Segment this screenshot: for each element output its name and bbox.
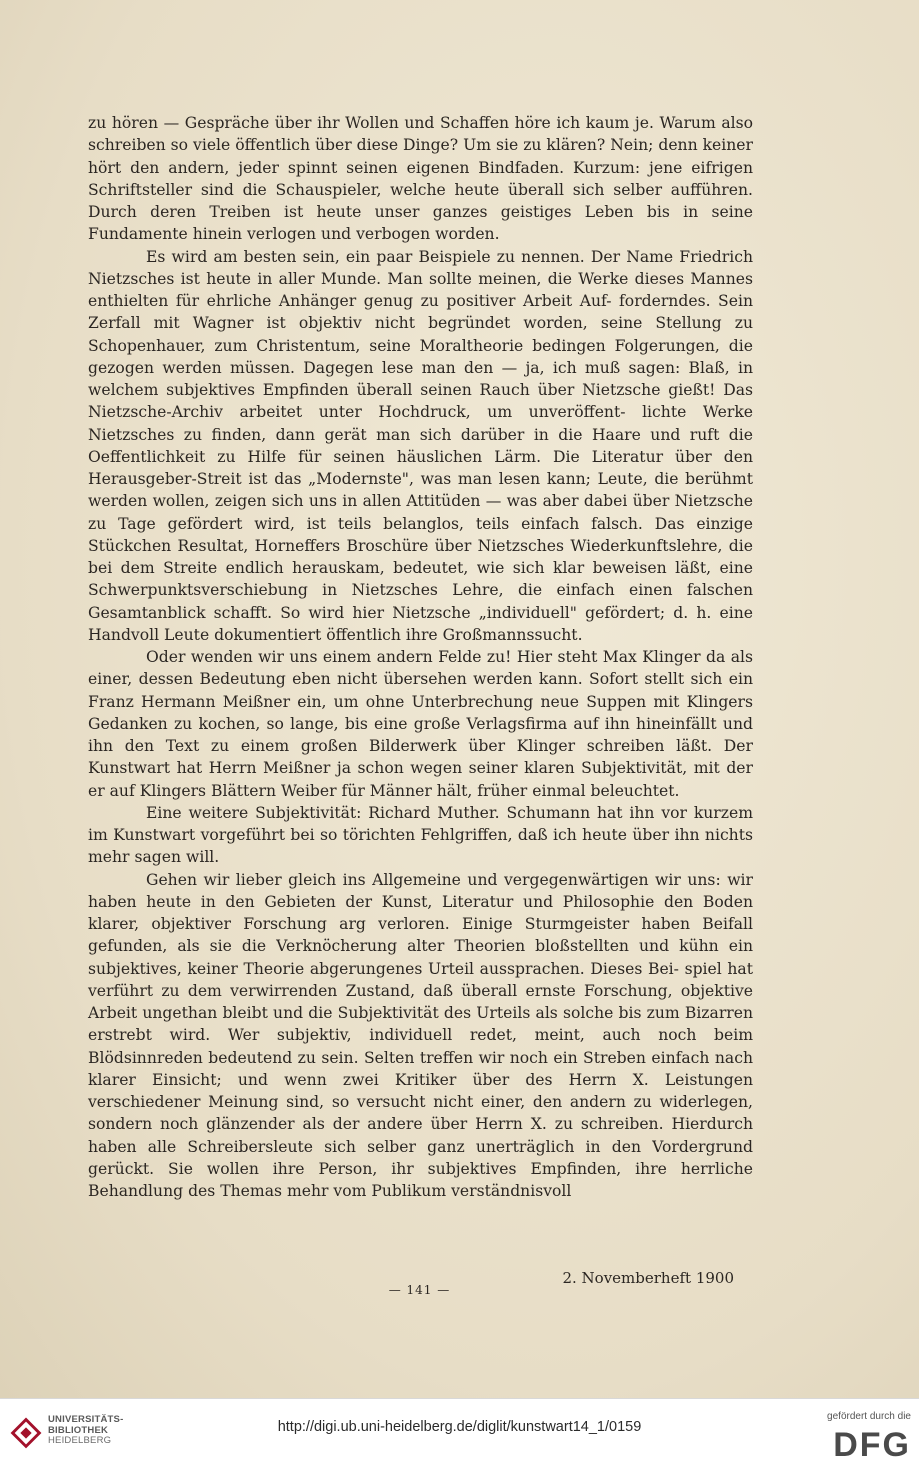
paragraph-5: Gehen wir lieber gleich ins Allgemeine und vergegenwärtigen wir uns: wir haben heute in den Gebieten der Kunst, Literatur und Philosophie den Boden klarer, objektiver Forschung arg verloren. Einige Sturmgeister haben Beifall gefunden, als sie die Verknöcherung alter Theorien bloßstellten und kühn ein subjektives, keiner Theorie abgerungenes Urteil aussprachen. Dieses Bei- spiel hat verführt zu dem verwirrenden Zustand, daß überall ernste Forschung, objektive Arbeit ungethan bleibt und die Subjektivität des Urteils als solche bis zum Bizarren erstrebt wird. Wer subjektiv, individuell redet, meint, auch noch beim Blödsinnreden bedeutend zu sein. Selten treffen wir noch ein Streben einfach nach klarer Einsicht; und wenn zwei Kritiker über des Herrn X. Leistungen verschiedener Meinung sind, so versucht nicht einer, den andern zu widerlegen, sondern noch glänzender als der andere über Herrn X. zu schreiben. Hierdurch haben alle Schreibersleute sich selber ganz unerträglich in den Vordergrund gerückt. Sie wollen ihre Person, ihr subjektives Empfinden, ihre herrliche Behandlung des Themas mehr vom Publikum verständnisvoll — [88, 870, 753, 1200]
library-name-line: UNIVERSITÄTS- — [48, 1414, 124, 1425]
paragraph-1: zu hören — Gespräche über ihr Wollen und Schaffen höre ich kaum je. Warum also schreiben so viele öffentlich über diese Dinge? Um sie zu klären? Nein; denn keiner hört den andern, jeder spinnt seinen eigenen Bindfaden. Kurzum: jene eifrigen Schriftsteller sind die Schauspieler, welche heute überall sich selber aufführen. Durch deren Treiben ist heute unser ganzes geistiges Leben bis in seine Fundamente hinein verlogen und verbogen worden. — [88, 114, 753, 244]
viewer-footer — [0, 1398, 919, 1472]
library-name-line: BIBLIOTHEK — [48, 1424, 109, 1436]
paragraph-3: Oder wenden wir uns einem andern Felde zu! Hier steht Max Klinger da als einer, dessen Bedeutung eben nicht übersehen werden kann. Sofort stellt sich ein Franz Hermann Meißner ein, um ohne Unterbrechung neue Suppen mit Klingers Gedanken zu kochen, so lange, bis eine große Verlagsfirma auf ihn hineinfällt und ihn den Text zu einem großen Bilderwerk über Klinger schreiben läßt. Der Kunstwart hat Herrn Meißner ja schon wegen seiner klaren Subjektivität, mit der er auf Klingers Blättern Weiber für Männer hält, früher einmal beleuchtet. — [88, 648, 753, 800]
permalink-url[interactable]: http://digi.ub.uni-heidelberg.de/diglit/kunstwart14_1/0159 — [277, 1419, 642, 1435]
library-name-line: HEIDELBERG — [48, 1435, 112, 1446]
dfg-logo: DFG — [833, 1426, 911, 1464]
article-body — [88, 112, 753, 1202]
paragraph-2: Es wird am besten sein, ein paar Beispiele zu nennen. Der Name Friedrich Nietzsches ist heute in aller Munde. Man sollte meinen, die Werke dieses Mannes enthielten für ehrliche Anhänger genug zu positiver Arbeit Auf- forderndes. Sein Zerfall mit Wagner ist objektiv nicht begründet worden, seine Stellung zu Schopenhauer, zum Christentum, seine Moraltheorie bedingen Folgerungen, die gezogen werden müssen. Dagegen lese man den — ja, ich muß sagen: Blaß, in welchem subjektives Empfinden überall seinen Rauch über Nietzsche gießt! Das Nietzsche-Archiv arbeitet unter Hochdruck, um unveröffent- lichte Werke Nietzsches zu finden, dann gerät man sich darüber in die Haare und ruft die Oeffentlichkeit zu Hilfe für seinen häuslichen Lärm. Die Literatur über den Herausgeber-Streit ist das „Modernste", was man lesen kann; Leute, die berühmt werden wollen, zeigen sich uns in allen Attitüden — was aber dabei über Nietzsche zu Tage gefördert wird, ist teils belanglos, teils einfach falsch. Das einzige Stückchen Resultat, Horneffers Broschüre über Nietzsches Wiederkunftslehre, die bei dem Streite endlich herauskam, bedeutet, wie sich klar beweisen läßt, eine Schwerpunktsverschiebung in Nietzsches Lehre, die einfach einen falschen Gesamtanblick schafft. So wird hier Nietzsche „individuell" gefördert; d. h. eine Handvoll Leute dokumentiert öffentlich ihre Großmannssucht. — [88, 247, 753, 644]
sponsor-note: gefördert durch die — [827, 1411, 911, 1422]
page-number: — 141 — — [388, 1283, 451, 1297]
paragraph-4: Eine weitere Subjektivität: Richard Muther. Schumann hat ihn vor kurzem im Kunstwart vorgeführt bei so törichten Fehlgriffen, daß ich heute über ihn nichts mehr sagen will. — [88, 803, 753, 867]
sponsor-block[interactable] — [811, 1411, 911, 1462]
issue-date: 2. Novemberheft 1900 — [562, 1269, 734, 1287]
